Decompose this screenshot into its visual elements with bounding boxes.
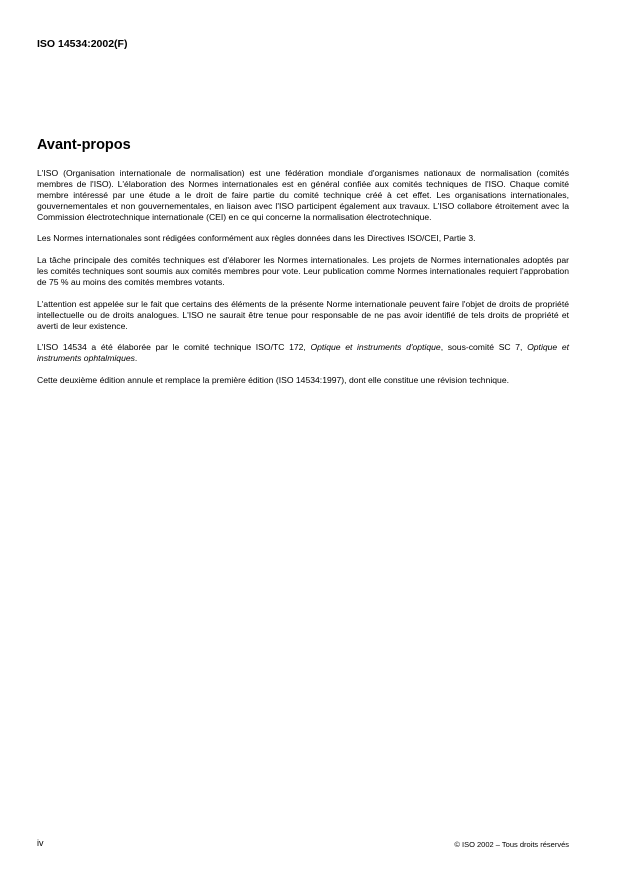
tc-text-part2: , sous-comité SC 7,: [440, 342, 528, 353]
paragraph-iso-intro: L'ISO (Organisation internationale de normalisation) est une fédération mondiale d'organismes nationaux de normalisation (comités membres de l'ISO). L'élaboration des Normes internationales est en général confiée aux comités techniques de l'ISO. Chaque comité membre intéressé par une étude a le droit de faire partie du comité technique créé à cet effet. Les organisations internationales, gouvernementales et non gouvernementales, en liaison avec l'ISO participent également aux travaux. L'ISO collabore étroitement avec la Commission électrotechnique internationale (CEI) en ce qui concerne la normalisation électrotechnique.: [37, 168, 569, 222]
page-number: iv: [37, 838, 44, 848]
foreword-body: [37, 168, 569, 397]
paragraph-edition: Cette deuxième édition annule et remplace la première édition (ISO 14534:1997), dont elle constitue une révision technique.: [37, 375, 509, 386]
committee-title: Optique et instruments d'optique: [310, 342, 441, 353]
tc-text-part3: .: [134, 353, 138, 364]
paragraph-directives: Les Normes internationales sont rédigées conformément aux règles données dans les Directives ISO/CEI, Partie 3.: [37, 233, 476, 244]
subcommittee-title: Optique et instruments ophtalmiques: [37, 342, 570, 364]
paragraph-technical-committee: [37, 342, 569, 364]
document-id-header: ISO 14534:2002(F): [37, 38, 128, 50]
page-title: Avant-propos: [37, 137, 131, 153]
paragraph-patent-rights: L'attention est appelée sur le fait que certains des éléments de la présente Norme internationale peuvent faire l'objet de droits de propriété intellectuelle ou de droits analogues. L'ISO ne saurait être tenue pour responsable de ne pas avoir identifié de tels droits de propriété et averti de leur existence.: [37, 298, 569, 331]
tc-text-part1: L'ISO 14534 a été élaborée par le comité technique ISO/TC 172,: [37, 342, 311, 353]
paragraph-technical-committees: La tâche principale des comités techniques est d'élaborer les Normes internationales. Les projets de Normes internationales adoptés par les comités techniques sont soumis aux comités membres pour vote. Leur publication comme Normes internationales requiert l'approbation de 75 % au moins des comités membres votants.: [37, 255, 569, 288]
copyright-notice: © ISO 2002 – Tous droits réservés: [454, 840, 569, 849]
